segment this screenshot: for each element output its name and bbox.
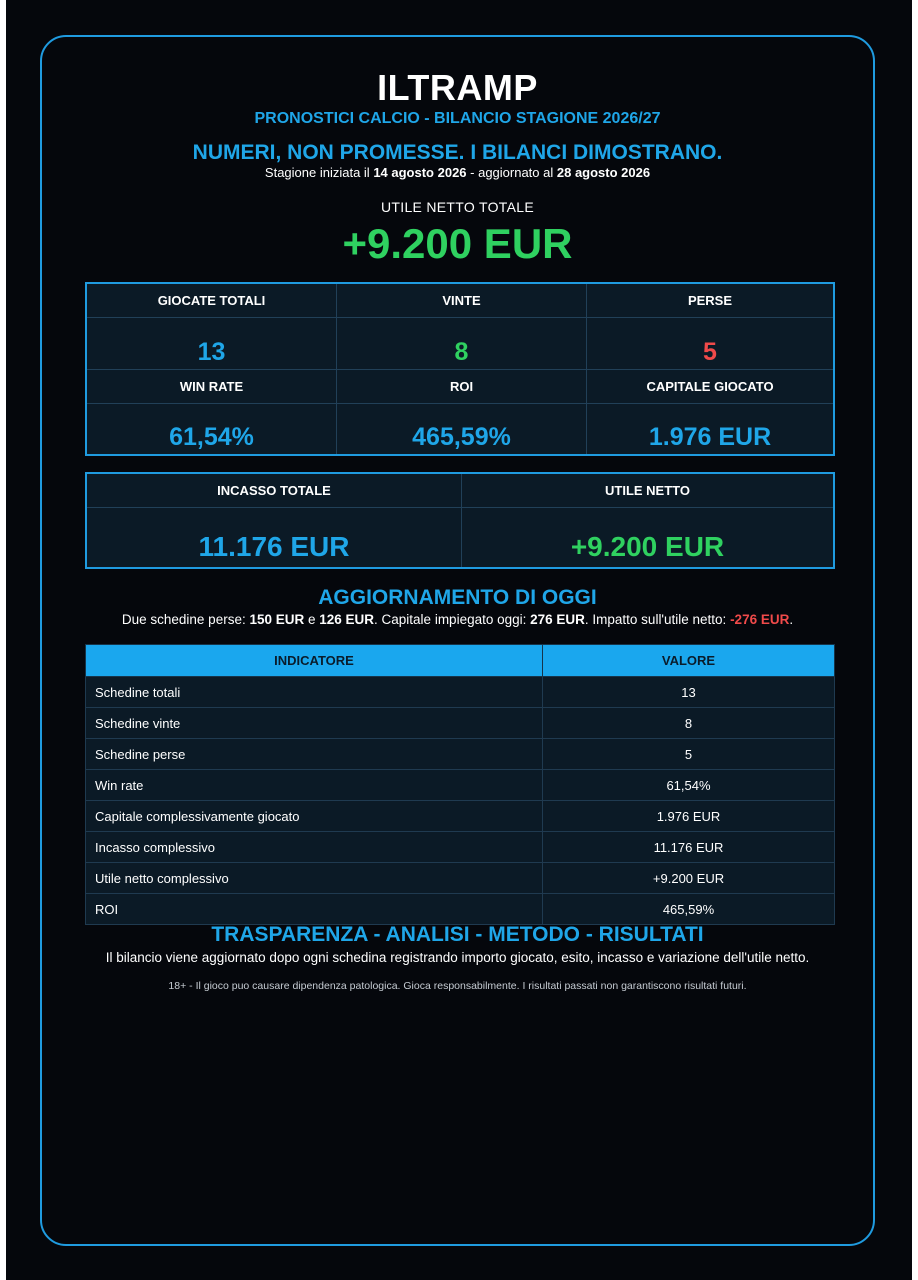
row-value: 13 [543, 677, 835, 708]
update-text-part: . [789, 612, 794, 627]
stat-label: PERSE [687, 293, 733, 308]
row-value: 11.176 EUR [543, 832, 835, 863]
dates-mid: - aggiornato al [466, 165, 557, 180]
update-text-part: . Impatto sull'utile netto: [584, 612, 731, 627]
row-label: Incasso complessivo [86, 832, 543, 863]
row-value: 1.976 EUR [543, 801, 835, 832]
row-label: Win rate [86, 770, 543, 801]
table-row [86, 832, 835, 863]
stat-perse [587, 284, 833, 370]
stat-giocate [87, 284, 337, 370]
stat-roi [337, 370, 587, 454]
stat-value: +9.200 EUR [570, 531, 725, 562]
row-value: +9.200 EUR [543, 863, 835, 894]
stat-value: 465,59% [412, 423, 511, 451]
table-header-valore: VALORE [543, 645, 835, 677]
update-text-part: Due schedine perse: [121, 612, 250, 627]
stat-label: VINTE [442, 293, 481, 308]
table-row [86, 677, 835, 708]
table-row [86, 863, 835, 894]
stat-label: GIOCATE TOTALI [157, 293, 266, 308]
row-label: Schedine perse [86, 739, 543, 770]
update-impact: -276 EUR [730, 612, 790, 627]
brand-title: ILTRAMP [377, 67, 538, 108]
row-label: Schedine vinte [86, 708, 543, 739]
update-text-part: . Capitale impiegato oggi: [374, 612, 531, 627]
table-row [86, 770, 835, 801]
row-value: 61,54% [543, 770, 835, 801]
row-label: Utile netto complessivo [86, 863, 543, 894]
stat-vinte [337, 284, 587, 370]
stat-value: 1.976 EUR [648, 423, 772, 451]
update-amount: 126 EUR [319, 612, 375, 627]
stat-winrate [87, 370, 337, 454]
page-background [6, 0, 912, 1280]
row-value: 465,59% [543, 894, 835, 925]
indicators-table [85, 644, 835, 925]
stat-label: CAPITALE GIOCATO [646, 379, 774, 394]
net-profit-value: +9.200 EUR [342, 220, 573, 267]
report-subtitle: PRONOSTICI CALCIO - BILANCIO STAGIONE 2026/27 [254, 110, 661, 127]
totals-grid [85, 472, 835, 569]
season-dates [42, 165, 873, 180]
stat-label: WIN RATE [179, 379, 244, 394]
update-text-part: e [304, 612, 320, 627]
table-row [86, 708, 835, 739]
report-card [40, 35, 875, 1246]
stat-label: INCASSO TOTALE [217, 483, 331, 498]
stat-value: 13 [197, 338, 226, 366]
stat-value: 11.176 EUR [198, 531, 350, 562]
row-value: 5 [543, 739, 835, 770]
row-value: 8 [543, 708, 835, 739]
table-header-indicatore: INDICATORE [86, 645, 543, 677]
update-amount: 150 EUR [249, 612, 305, 627]
net-profit-label: UTILE NETTO TOTALE [381, 199, 534, 215]
stat-incasso [87, 474, 462, 567]
transparency-text: Il bilancio viene aggiornato dopo ogni schedina registrando importo giocato, esito, incasso e variazione dell'utile netto. [105, 950, 810, 965]
stat-value: 5 [703, 338, 717, 366]
stat-utile [462, 474, 833, 567]
table-row [86, 894, 835, 925]
row-label: Schedine totali [86, 677, 543, 708]
update-text [42, 612, 873, 627]
transparency-title: TRASPARENZA - ANALISI - METODO - RISULTATI [211, 923, 704, 946]
stat-value: 8 [454, 338, 469, 366]
row-label: Capitale complessivamente giocato [86, 801, 543, 832]
table-row [86, 801, 835, 832]
row-label: ROI [86, 894, 543, 925]
update-title: AGGIORNAMENTO DI OGGI [318, 586, 597, 609]
stat-capitale [587, 370, 833, 454]
stat-value: 61,54% [169, 423, 254, 451]
table-header-row [86, 645, 835, 677]
stat-label: ROI [449, 379, 474, 394]
stats-grid [85, 282, 835, 456]
stat-label: UTILE NETTO [605, 483, 690, 498]
dates-prefix: Stagione iniziata il [264, 165, 374, 180]
update-date: 28 agosto 2026 [556, 165, 651, 180]
start-date: 14 agosto 2026 [373, 165, 467, 180]
update-amount: 276 EUR [530, 612, 585, 627]
table-row [86, 739, 835, 770]
disclaimer: 18+ - Il gioco puo causare dipendenza patologica. Gioca responsabilmente. I risultati passati non garantiscono risultati futuri. [168, 980, 747, 992]
tagline: NUMERI, NON PROMESSE. I BILANCI DIMOSTRANO. [192, 141, 723, 164]
